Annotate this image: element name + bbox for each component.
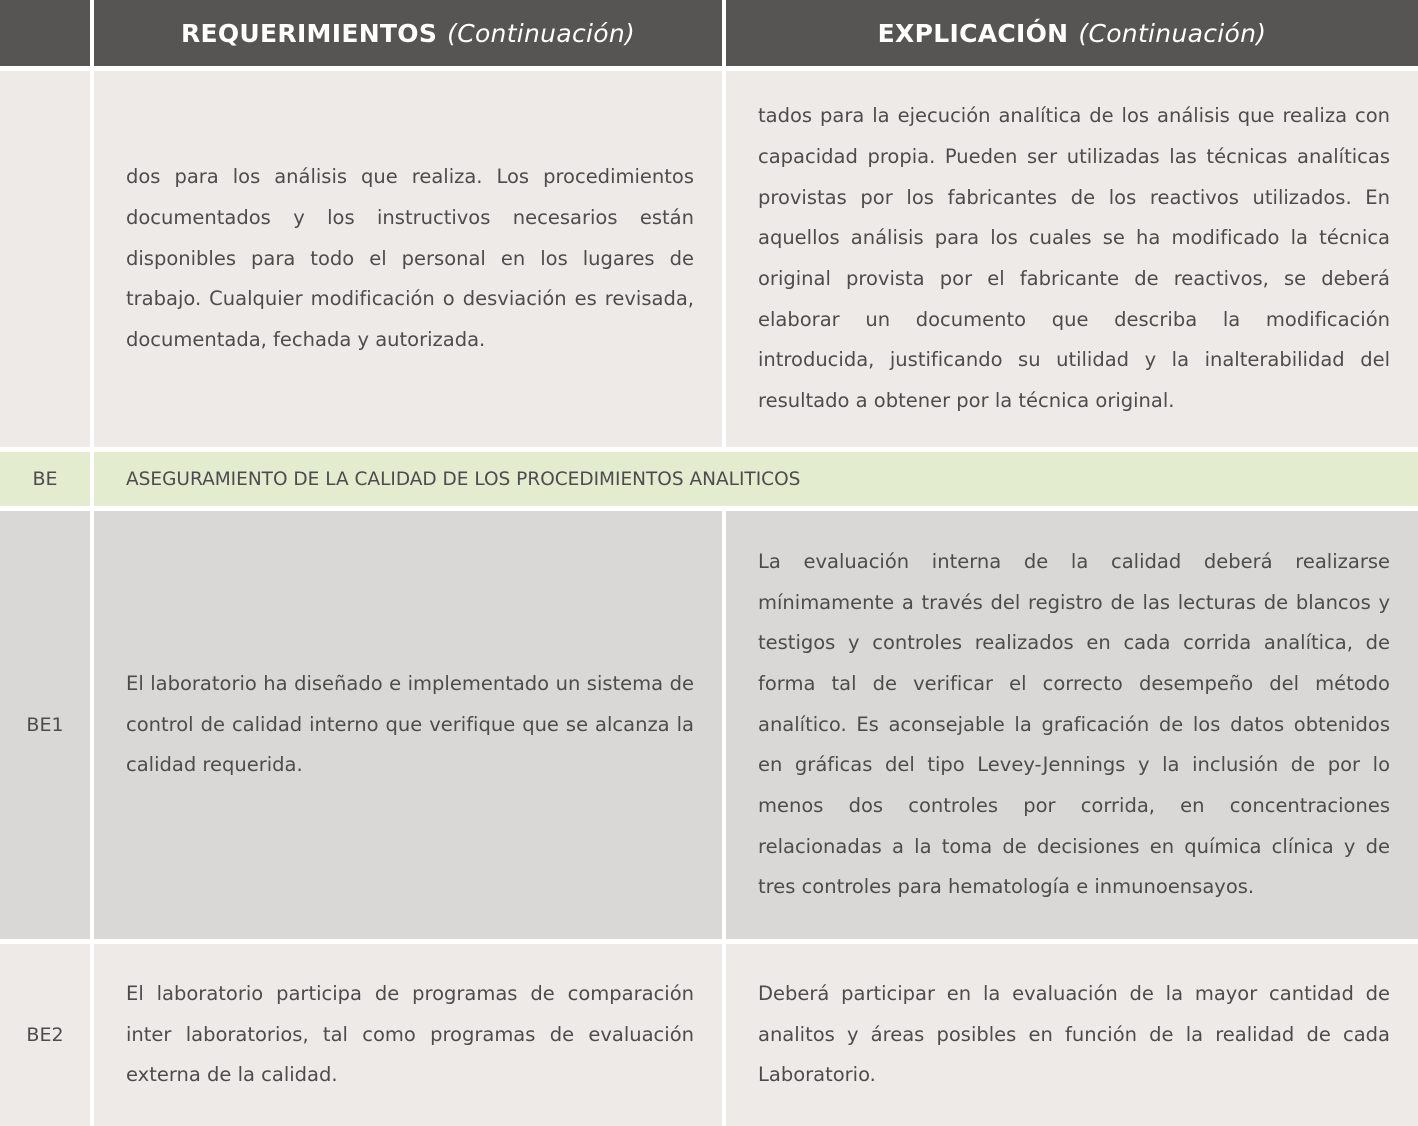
row-be1-code xyxy=(0,511,90,939)
section-title-text: ASEGURAMIENTO DE LA CALIDAD DE LOS PROCEDIMIENTOS ANALITICOS xyxy=(126,468,801,490)
section-title xyxy=(94,452,1418,506)
row-continued-requirement xyxy=(94,71,722,447)
header-explanation-suffix: (Continuación) xyxy=(1078,18,1267,48)
section-code xyxy=(0,452,90,506)
row-be2-code-text: BE2 xyxy=(26,1024,64,1046)
header-explanation xyxy=(726,0,1418,66)
header-requirements xyxy=(94,0,722,66)
row-be2-requirement xyxy=(94,944,722,1126)
row-be2-code xyxy=(0,944,90,1126)
header-requirements-title: REQUERIMIENTOS xyxy=(180,18,438,48)
row-be1-explanation xyxy=(726,511,1418,939)
row-be1-explanation-text: La evaluación interna de la calidad deberá realizarse mínimamente a través del registro de las lecturas de blancos y testigos y controles realizados en cada corrida analítica, de forma tal de verificar el correcto desempeño del método analítico. Es aconsejable la graficación de los datos obtenidos en gráficas del tipo Levey-Jennings y la inclusión de por lo menos dos controles por corrida, en concentraciones relacionadas a la toma de decisiones en química clínica y de tres controles para hematología e inmunoensayos. xyxy=(758,549,1390,899)
header-code-cell xyxy=(0,0,90,66)
row-continued-requirement-text: dos para los análisis que realiza. Los procedimientos documentados y los instructivos necesarios están disponibles para todo el personal en los lugares de trabajo. Cualquier modificación o desviación es revisada, documentada, fechada y autorizada. xyxy=(126,165,694,352)
row-be1-code-text: BE1 xyxy=(26,714,64,736)
row-be2-explanation xyxy=(726,944,1418,1126)
row-be2-explanation-text: Deberá participar en la evaluación de la mayor cantidad de analitos y áreas posibles en función de la realidad de cada Laboratorio. xyxy=(758,981,1390,1087)
row-be2-requirement-text: El laboratorio participa de programas de comparación inter laboratorios, tal como programas de evaluación externa de la calidad. xyxy=(126,981,694,1087)
row-be1-requirement-text: El laboratorio ha diseñado e implementado un sistema de control de calidad interno que verifique que se alcanza la calidad requerida. xyxy=(126,671,694,777)
header-explanation-title: EXPLICACIÓN xyxy=(877,18,1069,48)
row-continued-code xyxy=(0,71,90,447)
header-requirements-suffix: (Continuación) xyxy=(447,18,636,48)
section-code-text: BE xyxy=(32,468,58,490)
row-continued-explanation-text: tados para la ejecución analítica de los análisis que realiza con capacidad propia. Pueden ser utilizadas las técnicas analíticas provistas por los fabricantes de los reactivos utilizados. En aquellos análisis para los cuales se ha modificado la técnica original provista por el fabricante de reactivos, se deberá elaborar un documento que describa la modificación introducida, justificando su utilidad y la inalterabilidad del resultado a obtener por la técnica original. xyxy=(758,104,1390,413)
row-be1-requirement xyxy=(94,511,722,939)
row-continued-explanation xyxy=(726,71,1418,447)
